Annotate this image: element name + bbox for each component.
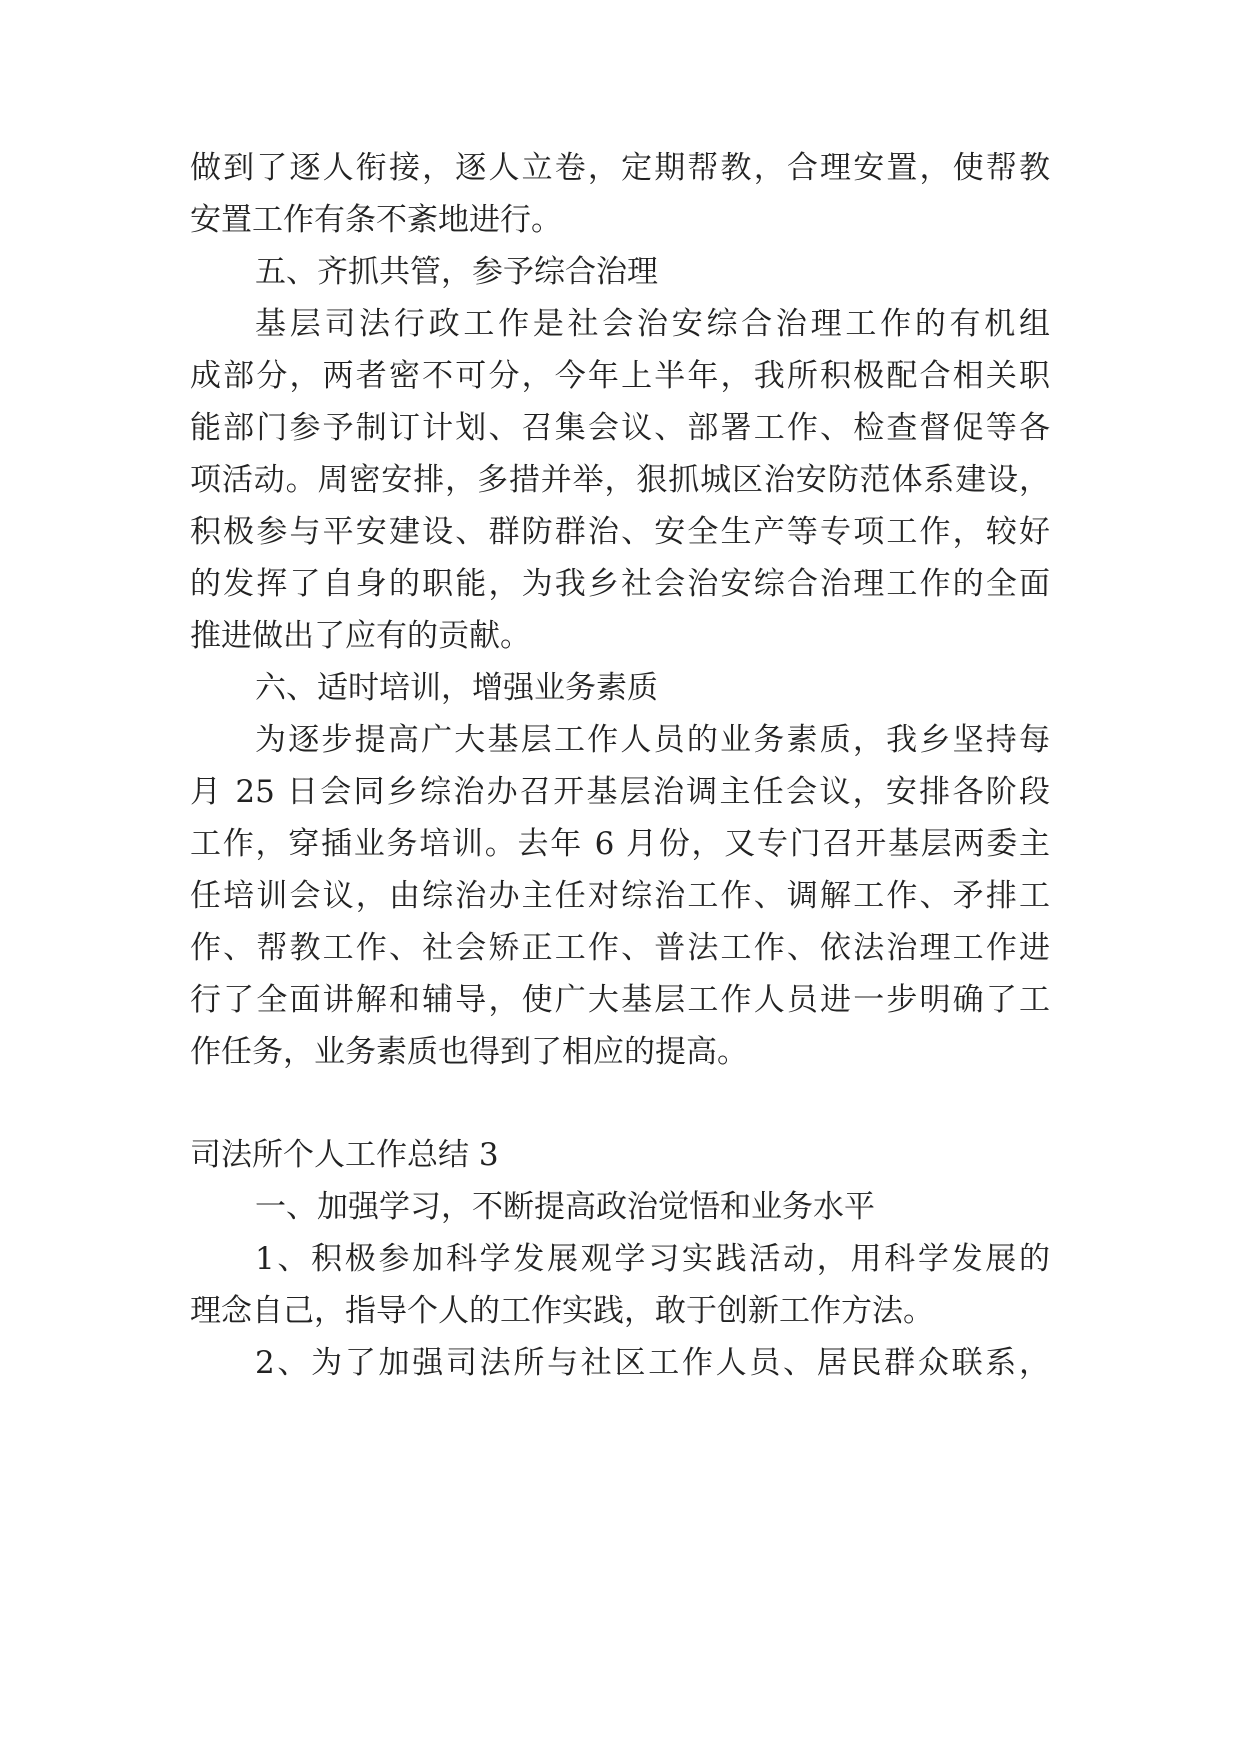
paragraph-line: 2、为了加强司法所与社区工作人员、居民群众联系， (255, 1345, 1050, 1381)
paragraph-line: 成部分，两者密不可分，今年上半年，我所积极配合相关职 (190, 358, 1050, 394)
document-subtitle: 司法所个人工作总结 3 (190, 1137, 499, 1173)
paragraph-line: 作任务，业务素质也得到了相应的提高。 (190, 1034, 748, 1070)
paragraph-line: 项活动。周密安排，多措并举，狠抓城区治安防范体系建设， (190, 462, 1050, 498)
paragraph-line: 作、帮教工作、社会矫正工作、普法工作、依法治理工作进 (190, 930, 1050, 966)
paragraph-line: 月 25 日会同乡综治办召开基层治调主任会议，安排各阶段 (190, 774, 1050, 810)
section-heading: 一、加强学习，不断提高政治觉悟和业务水平 (255, 1189, 875, 1225)
paragraph-line: 工作，穿插业务培训。去年 6 月份，又专门召开基层两委主 (190, 826, 1050, 862)
paragraph-line: 安置工作有条不紊地进行。 (190, 202, 562, 238)
paragraph-line: 1、积极参加科学发展观学习实践活动，用科学发展的 (255, 1241, 1050, 1277)
paragraph-line: 任培训会议，由综治办主任对综治工作、调解工作、矛排工 (190, 878, 1050, 914)
paragraph-line: 理念自己，指导个人的工作实践，敢于创新工作方法。 (190, 1293, 934, 1329)
section-heading: 六、适时培训，增强业务素质 (255, 670, 658, 706)
paragraph-line: 积极参与平安建设、群防群治、安全生产等专项工作，较好 (190, 514, 1050, 550)
section-heading: 五、齐抓共管，参予综合治理 (255, 254, 658, 290)
paragraph-line: 推进做出了应有的贡献。 (190, 618, 531, 654)
paragraph-line: 行了全面讲解和辅导，使广大基层工作人员进一步明确了工 (190, 982, 1050, 1018)
paragraph-line: 为逐步提高广大基层工作人员的业务素质，我乡坚持每 (255, 722, 1050, 758)
paragraph-line: 的发挥了自身的职能，为我乡社会治安综合治理工作的全面 (190, 566, 1050, 602)
paragraph-line: 做到了逐人衔接，逐人立卷，定期帮教，合理安置，使帮教 (190, 150, 1050, 186)
paragraph-line: 能部门参予制订计划、召集会议、部署工作、检查督促等各 (190, 410, 1050, 446)
paragraph-line: 基层司法行政工作是社会治安综合治理工作的有机组 (255, 306, 1050, 342)
